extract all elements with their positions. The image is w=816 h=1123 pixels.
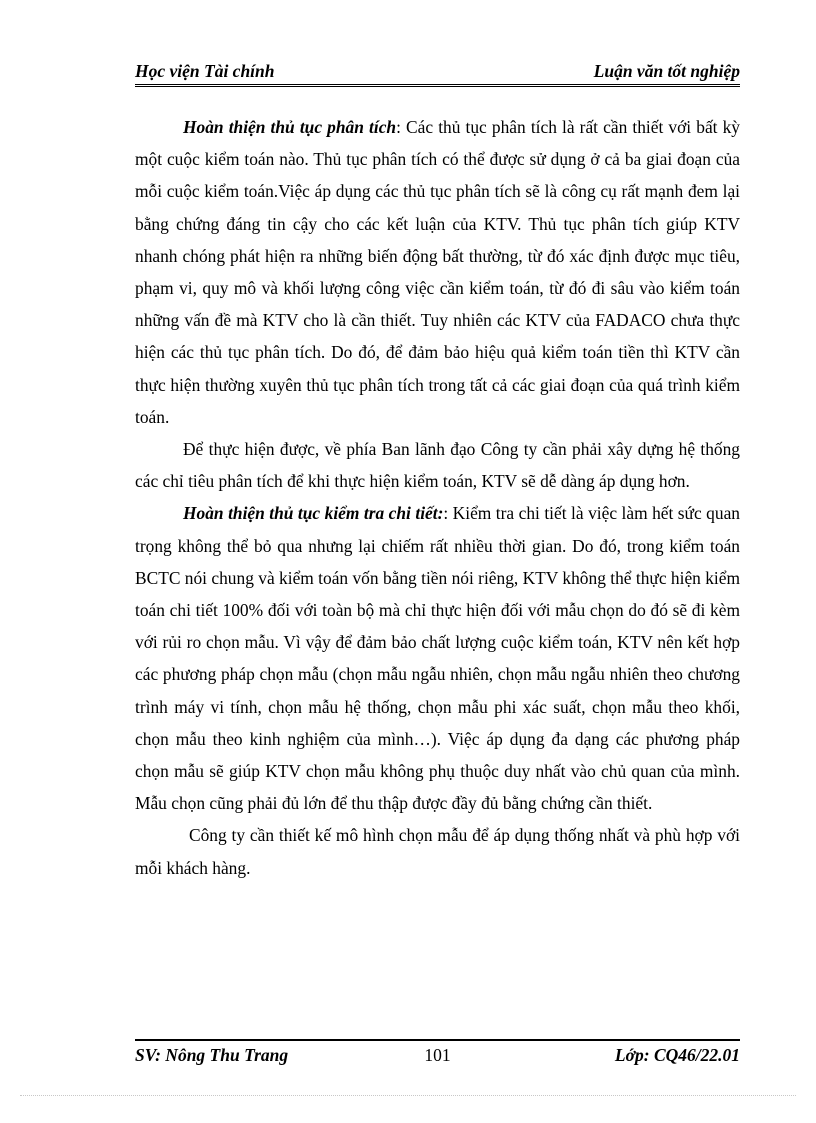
footer-class: Lớp: CQ46/22.01	[614, 1044, 740, 1065]
paragraph-text: : Kiểm tra chi tiết là việc làm hết sức quan trọng không thể bỏ qua nhưng lại chiếm rất nhiều thời gian. Do đó, trong kiểm toán BCTC nói chung và kiểm toán vốn bằng tiền nói riêng, KTV không thể thực hiện kiểm toán chi tiết 100% đối với toàn bộ mà chỉ thực hiện đối với mẫu chọn do đó sẽ đi kèm với rủi ro chọn mẫu. Vì vậy để đảm bảo chất lượng cuộc kiểm toán, KTV nên kết hợp các phương pháp chọn mẫu (chọn mẫu ngẫu nhiên, chọn mẫu ngẫu nhiên theo chương trình máy vi tính, chọn mẫu hệ thống, chọn mẫu phi xác suất, chọn mẫu theo khối, chọn mẫu theo kinh nghiệm của mình…). Việc áp dụng đa dạng các phương pháp chọn mẫu sẽ giúp KTV chọn mẫu không phụ thuộc duy nhất vào chủ quan của mình. Mẫu chọn cũng phải đủ lớn để thu thập được đầy đủ bằng chứng cần thiết.	[135, 503, 740, 814]
header-document-type: Luận văn tốt nghiệp	[593, 61, 740, 81]
page-bottom-dotted-line	[20, 1095, 796, 1096]
page-footer	[135, 1043, 740, 1067]
footer-student-name: SV: Nông Thu Trang	[135, 1044, 289, 1065]
paragraph-text: : Các thủ tục phân tích là rất cần thiết với bất kỳ một cuộc kiểm toán nào. Thủ tục phân tích có thể được sử dụng ở cả ba giai đoạn của mỗi cuộc kiểm toán.Việc áp dụng các thủ tục phân tích sẽ là công cụ rất mạnh đem lại bằng chứng đáng tin cậy cho các kết luận của KTV. Thủ tục phân tích giúp KTV nhanh chóng phát hiện ra những biến động bất thường, từ đó xác định được mục tiêu, phạm vi, quy mô và khối lượng công việc cần kiểm toán, từ đó đi sâu vào kiểm toán những vấn đề mà KTV cho là cần thiết. Tuy nhiên các KTV của FADACO chưa thực hiện các thủ tục phân tích. Do đó, để đảm bảo hiệu quả kiểm toán tiền thì KTV cần thực hiện thường xuyên thủ tục phân tích trong tất cả các giai đoạn của quá trình kiểm toán.	[135, 117, 740, 427]
page-number: 101	[424, 1044, 451, 1065]
footer-divider	[135, 1039, 740, 1041]
document-body	[135, 111, 740, 884]
header-institution: Học viện Tài chính	[135, 61, 275, 81]
page-header	[135, 56, 740, 87]
paragraph-sampling-model: Công ty cần thiết kế mô hình chọn mẫu để áp dụng thống nhất và phù hợp với mỗi khách hàng.	[135, 825, 740, 878]
paragraph-detail-testing	[135, 497, 740, 819]
paragraph-lead: Hoàn thiện thủ tục kiểm tra chi tiết:	[183, 503, 444, 524]
paragraph-lead: Hoàn thiện thủ tục phân tích	[183, 117, 397, 137]
paragraph-implementation: Để thực hiện được, về phía Ban lãnh đạo Công ty cần phải xây dựng hệ thống các chỉ tiêu phân tích để khi thực hiện kiểm toán, KTV sẽ dễ dàng áp dụng hơn.	[135, 439, 740, 492]
paragraph-analytical-procedures	[135, 111, 740, 433]
